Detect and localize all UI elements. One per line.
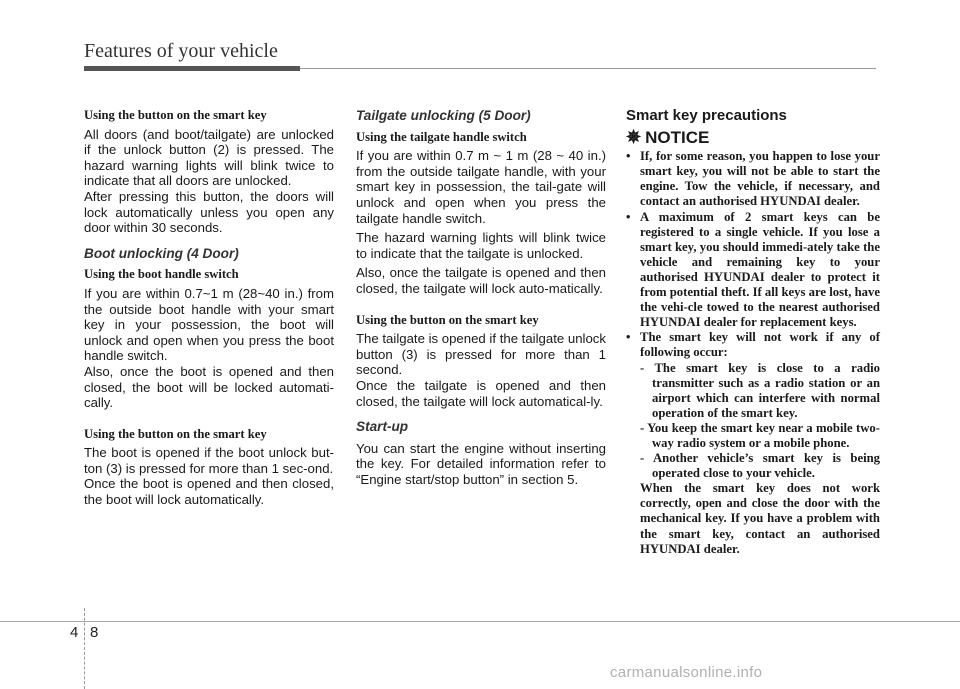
heading-tailgate-unlocking: Tailgate unlocking (5 Door) [356, 108, 531, 123]
dash-list [640, 361, 880, 482]
footer-rule [0, 621, 960, 622]
chapter-number: 4 [70, 624, 79, 641]
subheading-smart-key-button: Using the button on the smart key [84, 108, 267, 122]
paragraph: After pressing this button, the doors will lock automatically unless you open any door within 30 seconds. [84, 188, 334, 236]
notice-header [626, 126, 880, 147]
paragraph: The boot is opened if the boot unlock but-ton (3) is pressed for more than 1 sec-ond. [84, 445, 334, 476]
page-number: 8 [90, 624, 99, 641]
paragraph: Once the boot is opened and then closed, the boot will lock automatically. [84, 476, 334, 508]
dash-item: - Another vehicle’s smart key is being operated close to your vehicle. [640, 451, 880, 481]
watermark: carmanualsonline.info [610, 664, 763, 681]
footer-divider [84, 608, 86, 689]
subheading-smart-key-button: Using the button on the smart key [84, 426, 267, 441]
paragraph: The tailgate is opened if the tailgate unlock button (3) is pressed for more than 1 second. [356, 331, 606, 378]
notice-tail-text: When the smart key does not work correctly, open and close the door with the mechanical key. If you have a problem with the smart key, contact an authorised HYUNDAI dealer. [640, 481, 880, 556]
paragraph: You can start the engine without inserting the key. For detailed information refer to “Engine start/stop button” in section 5. [356, 440, 606, 487]
column-2 [356, 108, 606, 487]
asterisk-notice-icon: ✵ [626, 126, 642, 147]
paragraph: Once the tailgate is opened and then closed, the tailgate will lock automatical-ly. [356, 377, 606, 409]
heading-boot-unlocking: Boot unlocking (4 Door) [84, 245, 239, 261]
subheading-smart-key-button: Using the button on the smart key [356, 312, 539, 327]
dash-item: - You keep the smart key near a mobile two-way radio system or a mobile phone. [640, 420, 880, 450]
notice-item-text: The smart key will not work if any of following occur: [640, 330, 880, 360]
paragraph: Also, once the boot is opened and then closed, the boot will be locked automati-cally. [84, 363, 334, 411]
paragraph: The hazard warning lights will blink twice to indicate that the tailgate is unlocked. [356, 230, 606, 261]
paragraph: All doors (and boot/tailgate) are unlocked if the unlock button (2) is pressed. The hazard warning lights will blink twice to indicate that all doors are unlocked. [84, 126, 334, 189]
paragraph: Also, once the tailgate is opened and then closed, the tailgate will lock auto-matically. [356, 265, 606, 296]
notice-label: NOTICE [645, 127, 710, 147]
notice-item: • A maximum of 2 smart keys can be registered to a single vehicle. If you lose a smart key, you should immedi-ately take the vehicle and remaining key to your authorised HYUNDAI dealer to protect it from potential theft. If all keys are lost, have the vehi-cle towed to the nearest authorised HYUNDAI dealer for replacement keys. [626, 210, 880, 331]
heading-smart-key-precautions: Smart key precautions [626, 107, 787, 124]
column-3 [626, 108, 880, 557]
heading-start-up: Start-up [356, 419, 409, 435]
subheading-boot-handle-switch: Using the boot handle switch [84, 267, 239, 282]
paragraph: If you are within 0.7~1 m (28~40 in.) from the outside boot handle with your smart key in your possession, the boot will unlock and open when you press the boot handle switch. [84, 285, 334, 364]
page-header-title: Features of your vehicle [84, 40, 278, 62]
header-rule [300, 68, 876, 69]
notice-list [626, 149, 880, 481]
subheading-tailgate-handle-switch: Using the tailgate handle switch [356, 129, 527, 144]
header-bar [84, 66, 300, 71]
column-1 [84, 108, 334, 508]
notice-item: • If, for some reason, you happen to lose your smart key, you will not be able to start the engine. Tow the vehicle, if necessary, and contact an authorised HYUNDAI dealer. [626, 149, 880, 209]
paragraph: If you are within 0.7 m ~ 1 m (28 ~ 40 in.) from the outside tailgate handle, with your smart key in possession, the tail-gate will unlock and open when you press the tailgate handle switch. [356, 148, 606, 226]
notice-item [626, 330, 880, 481]
dash-item: - The smart key is close to a radio transmitter such as a radio station or an airport which can interfere with normal operation of the smart key. [640, 360, 880, 420]
